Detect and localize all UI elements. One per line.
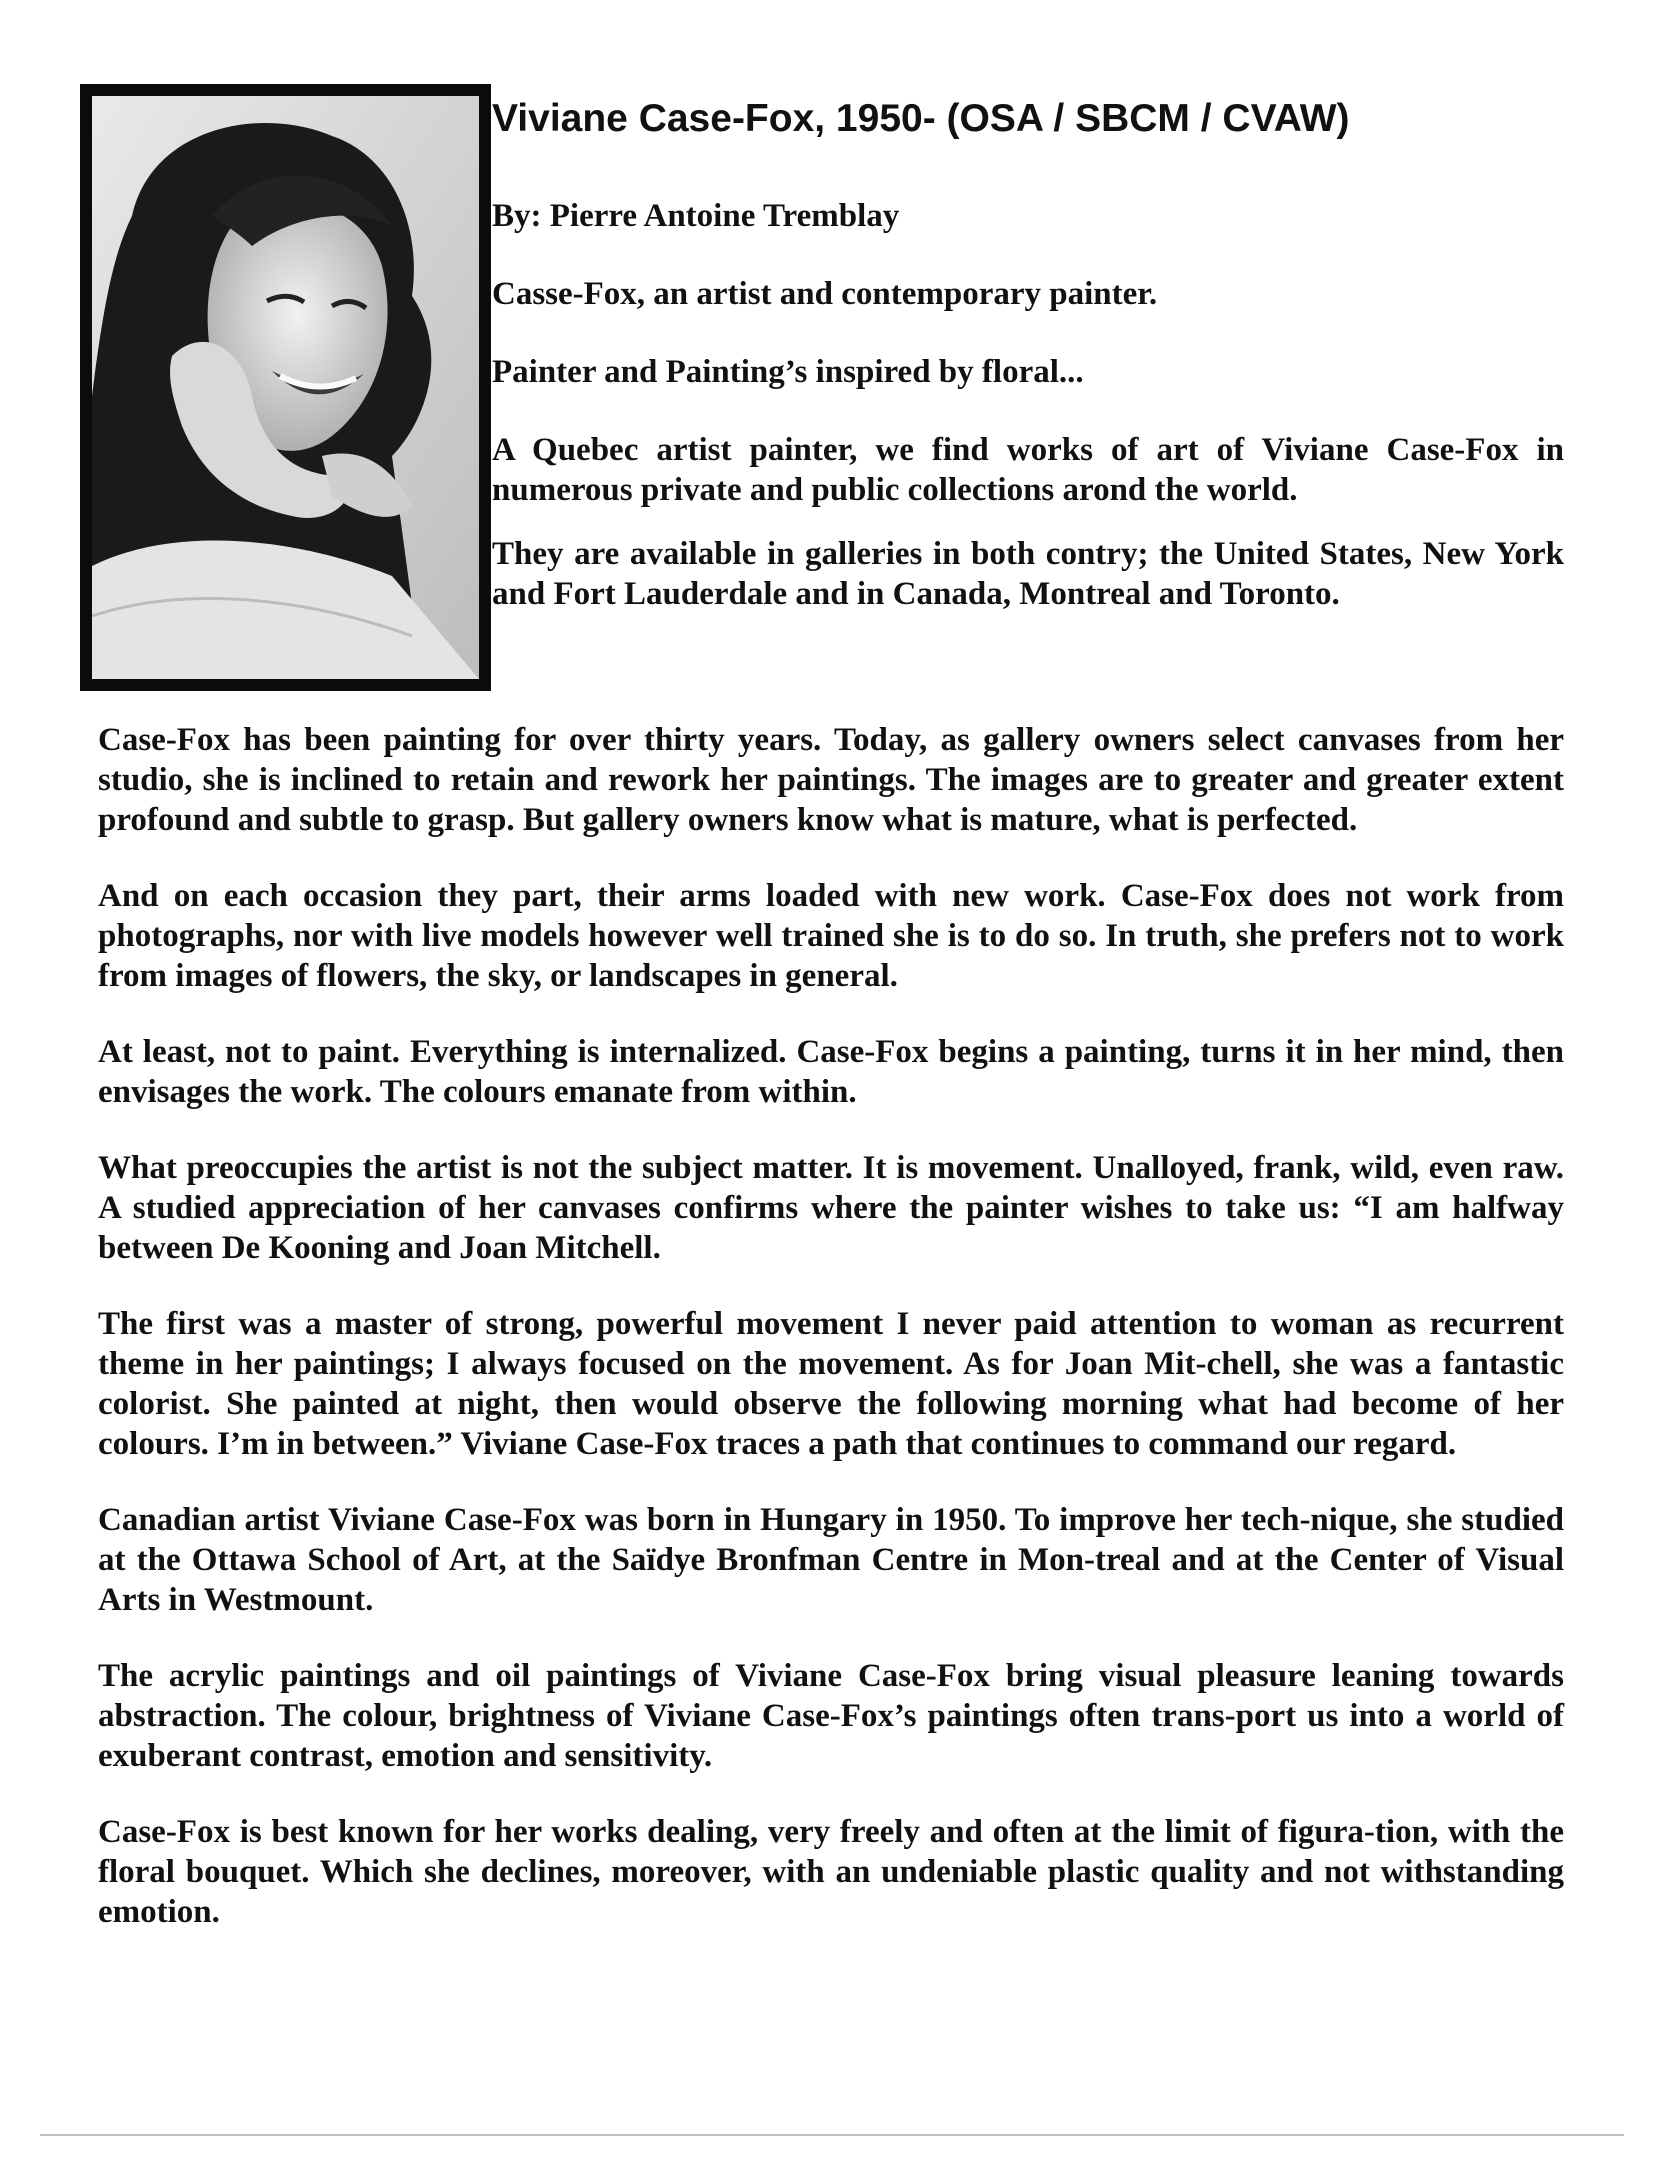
subtitle: Painter and Painting’s inspired by floral... [492,354,1084,390]
body-paragraph: And on each occasion they part, their arms loaded with new work. Case-Fox does not work from photographs, nor with live models however well trained she is to do so. In truth, she prefers not to work from images of flowers, the sky, or landscapes in general. [98,878,1564,994]
page-title: Viviane Case-Fox, 1950- (OSA / SBCM / CVAW) [492,97,1350,140]
byline: By: Pierre Antoine Tremblay [492,198,900,234]
portrait-photo-frame [80,84,491,691]
body-paragraph: The first was a master of strong, powerful movement I never paid attention to woman as recurrent theme in her paintings; I always focused on the movement. As for Joan Mit-chell, she was a fantastic colorist. She painted at night, then would observe the following morning what had become of her colours. I’m in between.” Viviane Case-Fox traces a path that continues to command our regard. [98,1306,1564,1462]
body-paragraph: Canadian artist Viviane Case-Fox was born in Hungary in 1950. To improve her tech-nique, she studied at the Ottawa School of Art, at the Saïdye Bronfman Centre in Mon-treal and at the Center of Visual Arts in Westmount. [98,1502,1564,1618]
intro-paragraph: They are available in galleries in both contry; the United States, New York and Fort Lauderdale and in Canada, Montreal and Toronto. [492,536,1564,612]
body-paragraph: Case-Fox has been painting for over thirty years. Today, as gallery owners select canvases from her studio, she is inclined to retain and rework her paintings. The images are to greater and greater extent profound and subtle to grasp. But gallery owners know what is mature, what is perfected. [98,722,1564,838]
body-paragraph: The acrylic paintings and oil paintings of Viviane Case-Fox bring visual pleasure leaning towards abstraction. The colour, brightness of Viviane Case-Fox’s paintings often trans-port us into a world of exuberant contrast, emotion and sensitivity. [98,1658,1564,1774]
body-paragraph: At least, not to paint. Everything is internalized. Case-Fox begins a painting, turns it in her mind, then envisages the work. The colours emanate from within. [98,1034,1564,1110]
body-paragraph: Case-Fox is best known for her works dealing, very freely and often at the limit of figura-tion, with the floral bouquet. Which she declines, moreover, with an undeniable plastic quality and not withstanding emotion. [98,1814,1564,1930]
article-body [98,720,1564,1968]
intro-paragraph: A Quebec artist painter, we find works of art of Viviane Case-Fox in numerous private and public collections arond the world. [492,432,1564,508]
portrait-image [92,96,479,679]
intro-section [492,196,1564,638]
portrait-photo [92,96,479,679]
tagline: Casse-Fox, an artist and contemporary painter. [492,276,1158,312]
footer-divider [40,2134,1624,2136]
body-paragraph: What preoccupies the artist is not the subject matter. It is movement. Unalloyed, frank, wild, even raw. A studied appreciation of her canvases confirms where the painter wishes to take us: “I am halfway between De Kooning and Joan Mitchell. [98,1150,1564,1266]
